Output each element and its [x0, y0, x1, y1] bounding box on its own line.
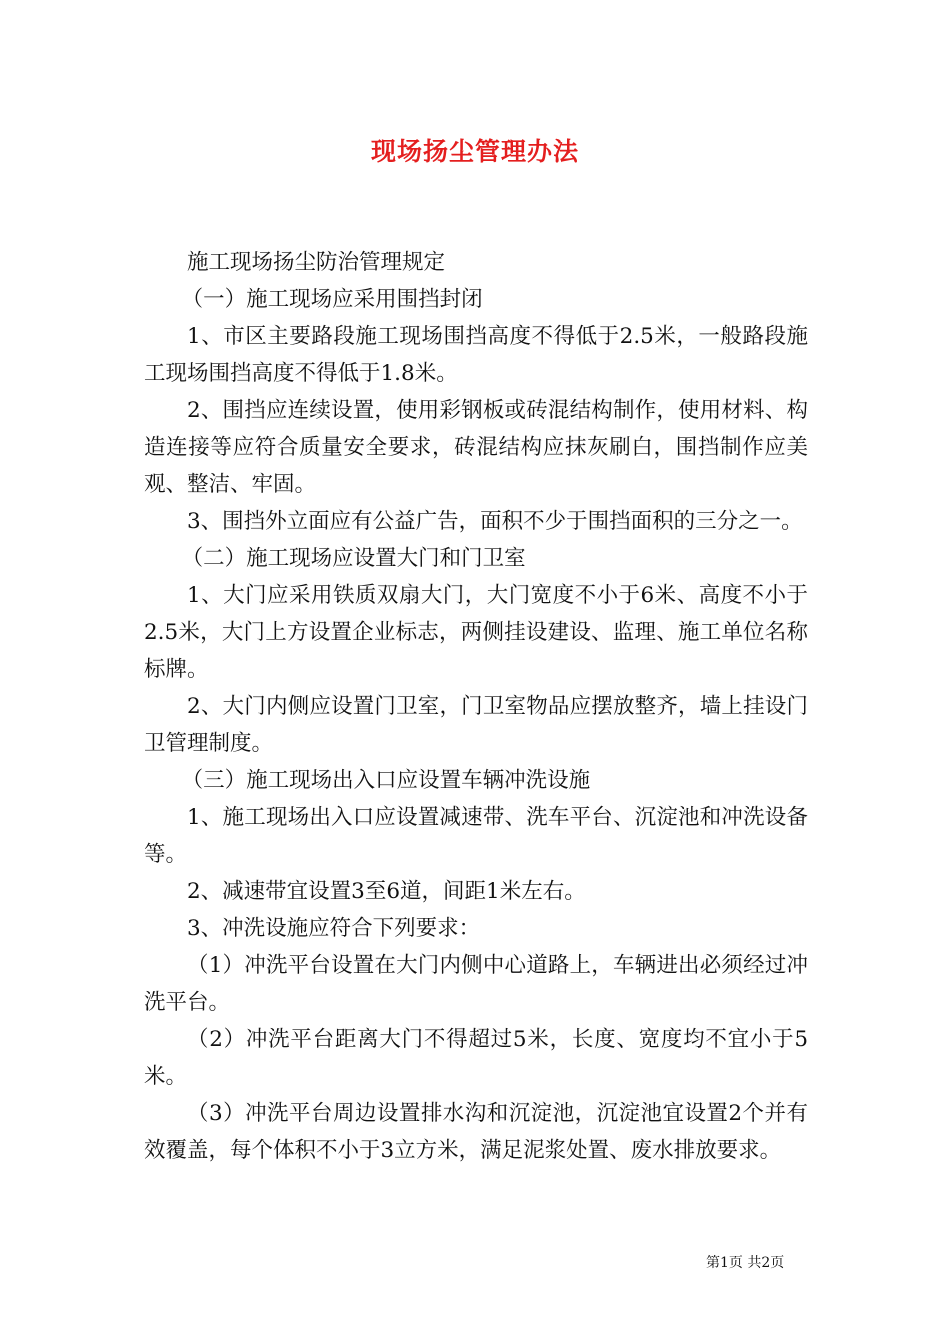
section-heading: （三）施工现场出入口应设置车辆冲洗设施: [181, 768, 591, 793]
section-heading: （一）施工现场应采用围挡封闭: [181, 287, 483, 312]
paragraph: 2、围挡应连续设置，使用彩钢板或砖混结构制作，使用材料、构造连接等应符合质量安全要求，砖混结构应抹灰刷白，围挡制作应美观、整洁、牢固。: [144, 398, 808, 497]
paragraph: 3、冲洗设施应符合下列要求：: [187, 916, 481, 941]
paragraph: 1、大门应采用铁质双扇大门，大门宽度不小于6米、高度不小于2.5米，大门上方设置企业标志，两侧挂设建设、监理、施工单位名称标牌。: [144, 583, 808, 682]
paragraph: 2、大门内侧应设置门卫室，门卫室物品应摆放整齐，墙上挂设门卫管理制度。: [144, 694, 808, 756]
document-body: [144, 244, 808, 1169]
page-number: 第1页 共2页: [706, 1255, 785, 1271]
paragraph: 1、市区主要路段施工现场围挡高度不得低于2.5米，一般路段施工现场围挡高度不得低于1.8米。: [144, 324, 808, 386]
document-title: 现场扬尘管理办法: [370, 137, 579, 166]
paragraph: （3）冲洗平台周边设置排水沟和沉淀池，沉淀池宜设置2个并有效覆盖，每个体积不小于3立方米，满足泥浆处置、废水排放要求。: [144, 1101, 808, 1163]
paragraph: 1、施工现场出入口应设置减速带、洗车平台、沉淀池和冲洗设备等。: [144, 805, 808, 867]
paragraph: 施工现场扬尘防治管理规定: [187, 250, 446, 275]
paragraph: （2）冲洗平台距离大门不得超过5米，长度、宽度均不宜小于5米。: [144, 1027, 808, 1089]
paragraph: （1）冲洗平台设置在大门内侧中心道路上，车辆进出必须经过冲洗平台。: [144, 953, 808, 1015]
paragraph: 3、围挡外立面应有公益广告，面积不少于围挡面积的三分之一。: [187, 509, 803, 534]
paragraph: 2、减速带宜设置3至6道，间距1米左右。: [187, 879, 586, 904]
section-heading: （二）施工现场应设置大门和门卫室: [181, 546, 526, 571]
